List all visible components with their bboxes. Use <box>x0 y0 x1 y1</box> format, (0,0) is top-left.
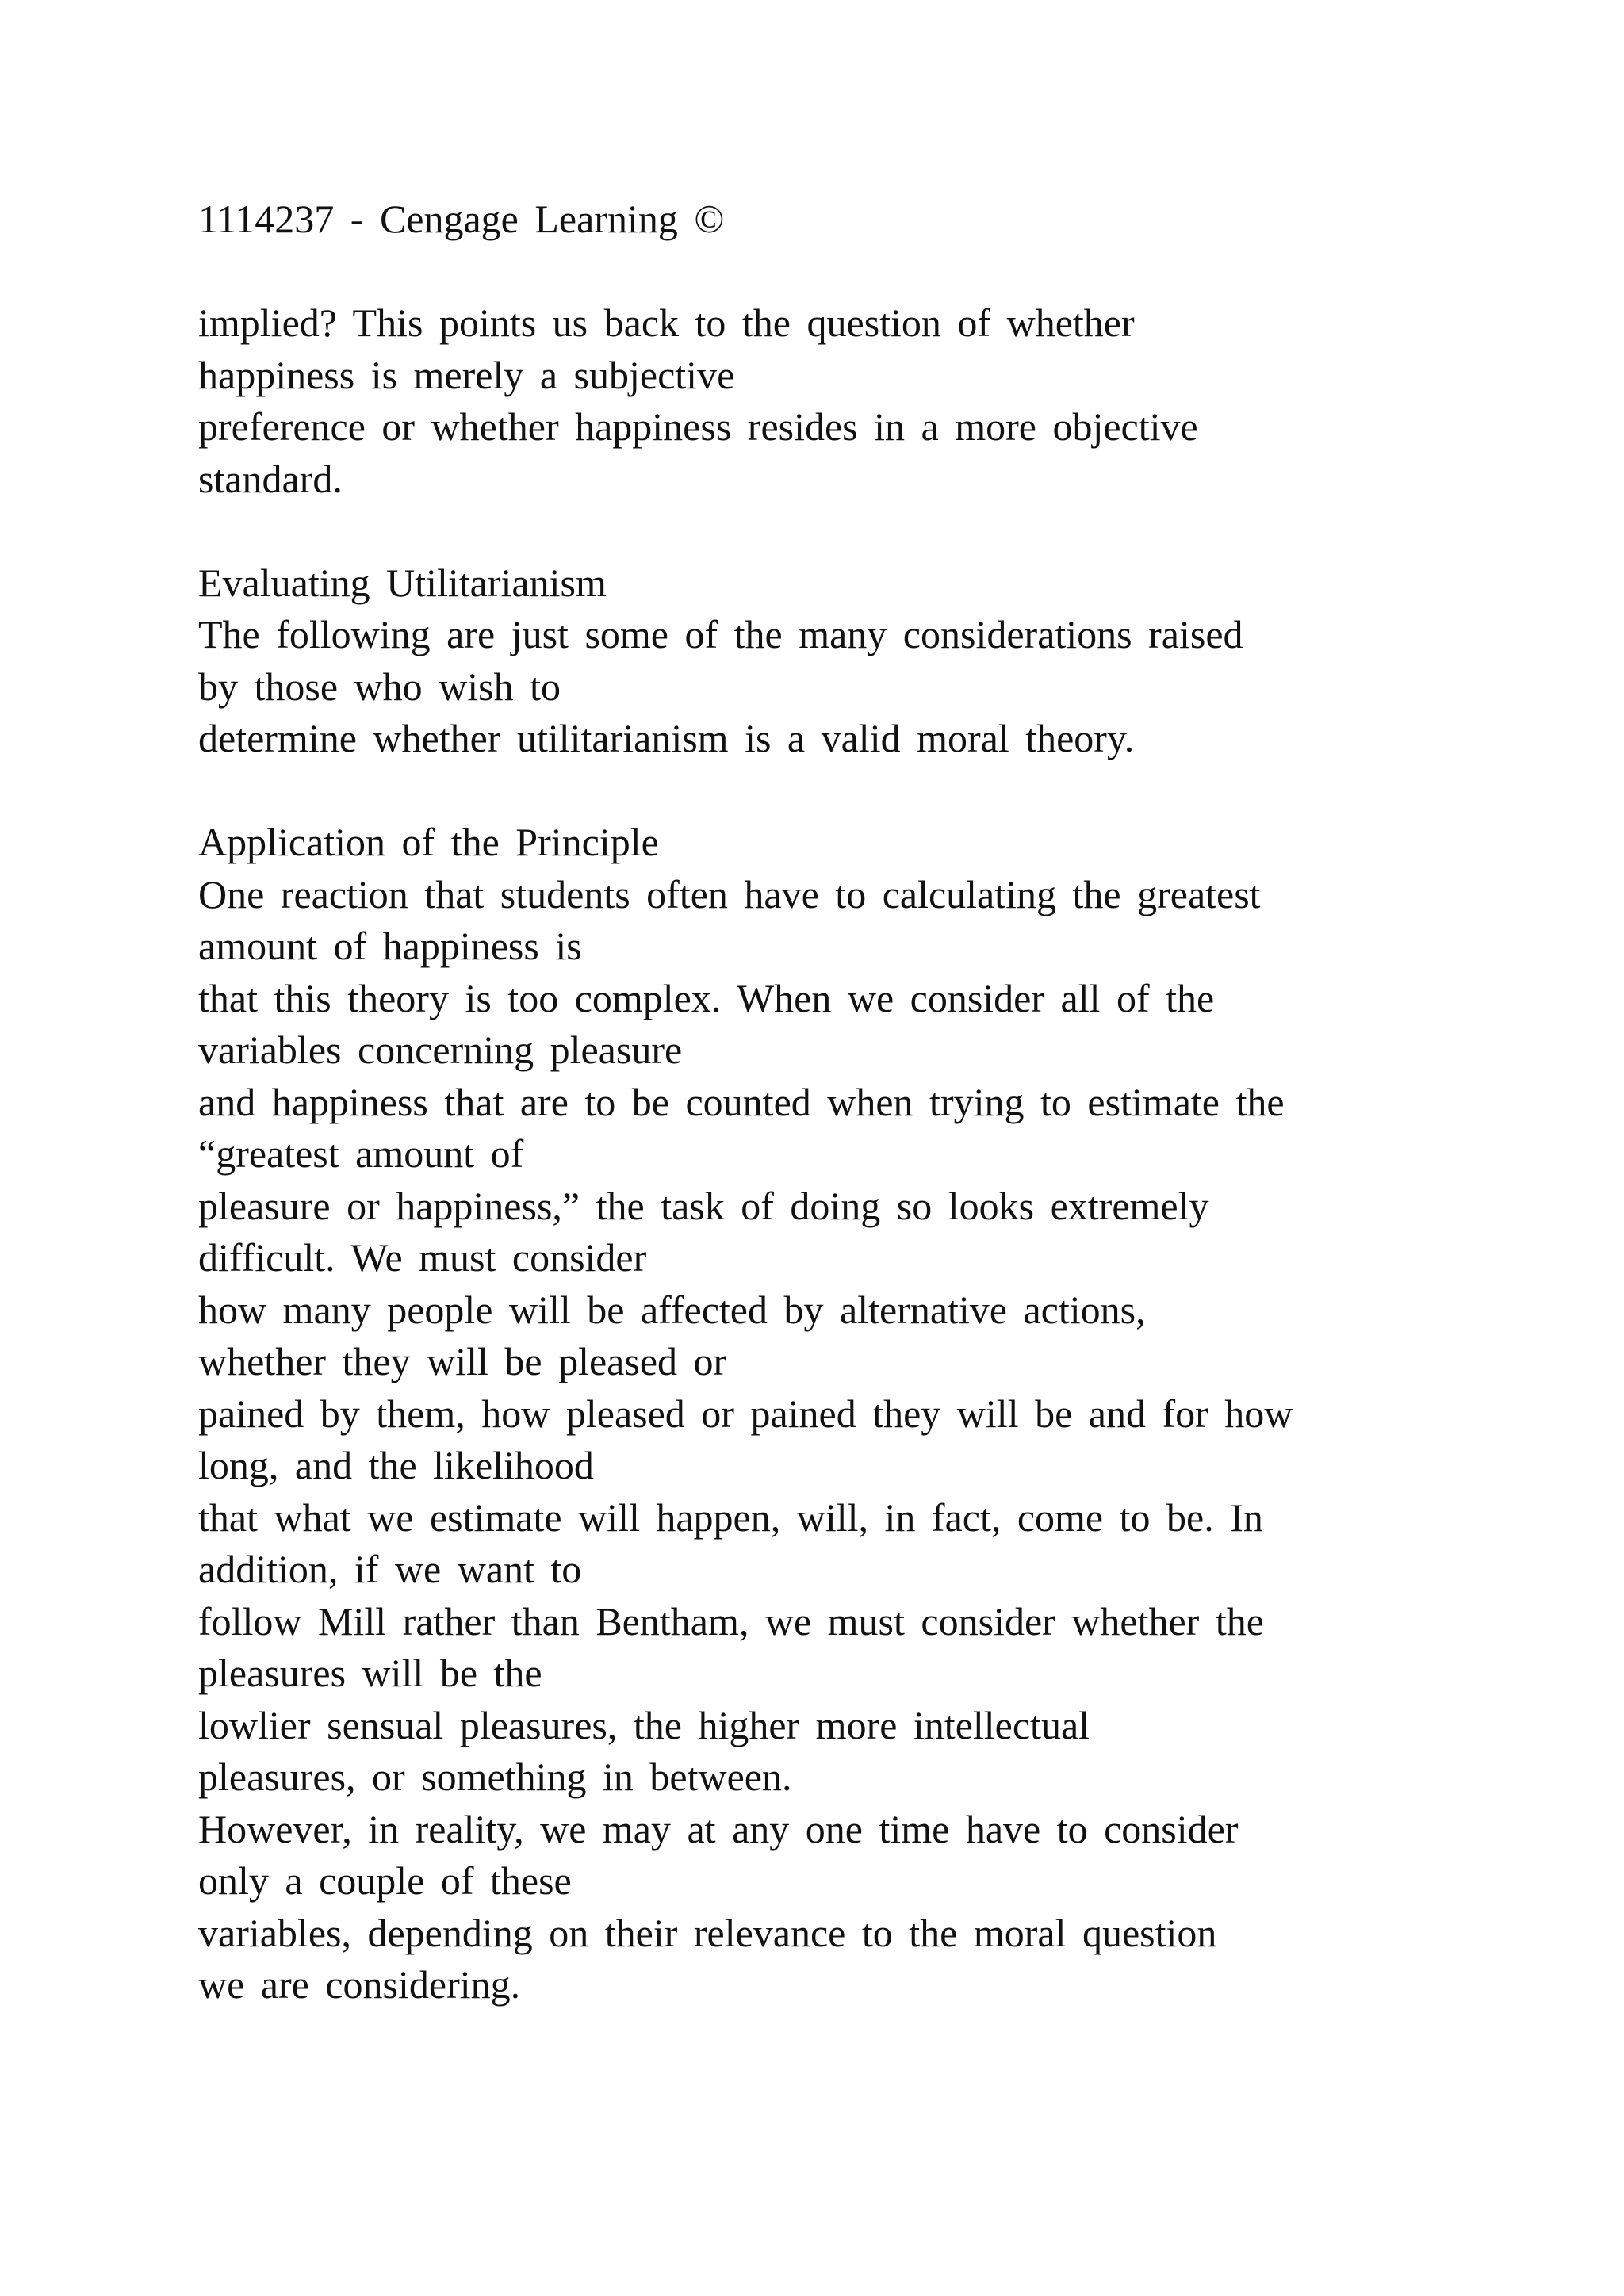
body-line: pained by them, how pleased or pained they will be and for how <box>198 1391 1293 1436</box>
spacer <box>198 505 1546 557</box>
body-line: we are considering. <box>198 1962 521 2007</box>
body-line: amount of happiness is <box>198 924 582 968</box>
body-line: pleasures, or something in between. <box>198 1755 792 1799</box>
body-line: pleasures will be the <box>198 1651 542 1695</box>
spacer <box>198 246 1546 298</box>
body-line: by those who wish to <box>198 664 561 709</box>
body-line: how many people will be affected by alternative actions, <box>198 1287 1146 1332</box>
document-page <box>198 193 1546 2011</box>
section-heading-evaluating: Evaluating Utilitarianism <box>198 560 607 605</box>
intro-line: preference or whether happiness resides in a more objective <box>198 404 1198 449</box>
intro-line: standard. <box>198 456 343 501</box>
section-heading-application: Application of the Principle <box>198 820 659 864</box>
body-line: whether they will be pleased or <box>198 1339 727 1383</box>
body-line: and happiness that are to be counted when trying to estimate the <box>198 1079 1285 1124</box>
body-line: variables, depending on their relevance to the moral question <box>198 1910 1217 1955</box>
body-line: only a couple of these <box>198 1858 572 1903</box>
body-line: lowlier sensual pleasures, the higher more intellectual <box>198 1702 1090 1747</box>
body-line: long, and the likelihood <box>198 1443 594 1487</box>
page-header: 1114237 - Cengage Learning © <box>198 197 725 241</box>
body-line: The following are just some of the many considerations raised <box>198 612 1243 656</box>
body-line: addition, if we want to <box>198 1547 582 1591</box>
intro-line: implied? This points us back to the question of whether <box>198 300 1135 345</box>
body-line: follow Mill rather than Bentham, we must consider whether the <box>198 1598 1264 1644</box>
intro-line: happiness is merely a subjective <box>198 352 735 397</box>
body-line: “greatest amount of <box>198 1131 524 1176</box>
body-line: variables concerning pleasure <box>198 1027 683 1072</box>
body-line: that this theory is too complex. When we consider all of the <box>198 975 1215 1020</box>
body-line: difficult. We must consider <box>198 1235 647 1280</box>
body-line: that what we estimate will happen, will, in fact, come to be. In <box>198 1494 1263 1540</box>
body-line: determine whether utilitarianism is a valid moral theory. <box>198 716 1135 760</box>
body-line: pleasure or happiness,” the task of doing so looks extremely <box>198 1183 1209 1228</box>
body-line: However, in reality, we may at any one time have to consider <box>198 1806 1239 1851</box>
body-line: One reaction that students often have to calculating the greatest <box>198 871 1261 916</box>
spacer <box>198 765 1546 817</box>
